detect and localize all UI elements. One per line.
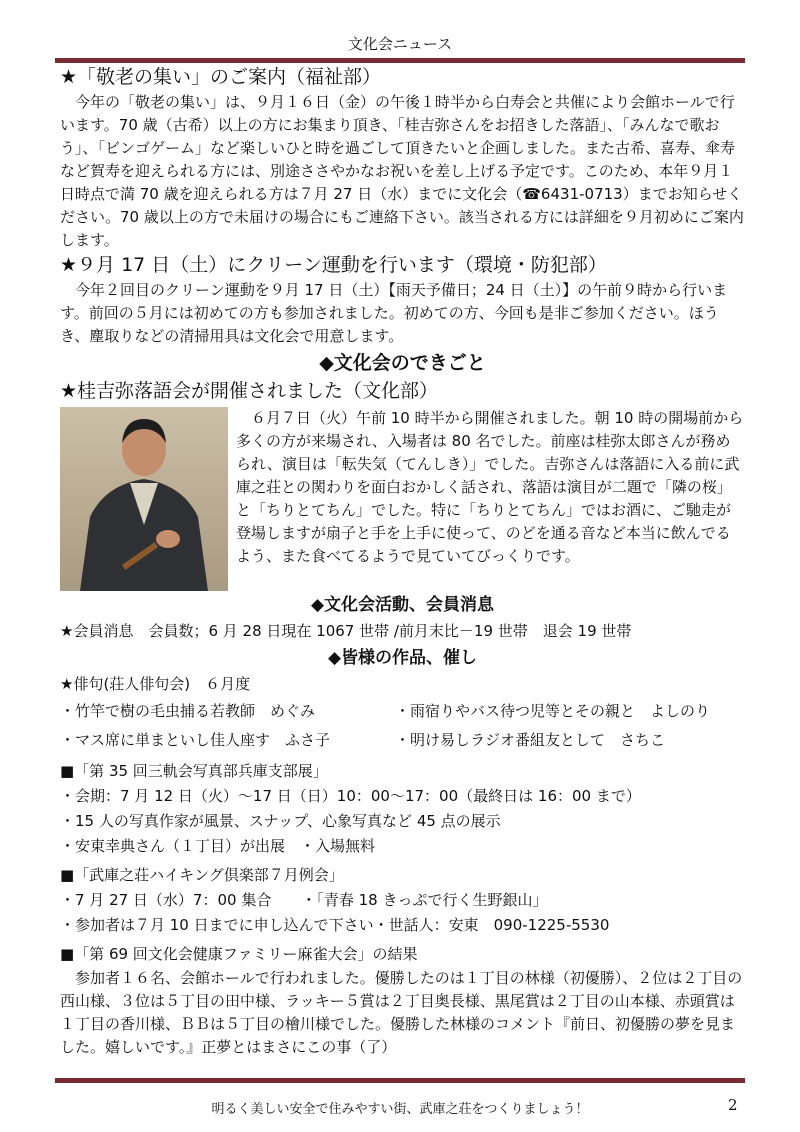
- rakugo-body: ６月７日（火）午前 10 時半から開催されました。朝 10 時の開場前から多くの方が来場され、入場者は 80 名でした。前座は桂弥太郎さんが務められ、演目は「転失気（てんしき）」でした。吉弥さんは落語に入る前に武庫之荘との関わりを面白おかしく話され、落語は演目が二題で「隣の桜」と「ちりとてちん」でした。特に「ちりとてちん」ではお酒に、ご馳走が登場しますが扇子と手を上手に使って、のどを通る音など本当に飲んでるよう、また食べてるようで見ていてびっくりです。: [236, 409, 744, 565]
- footer-slogan: 明るく美しい安全で住みやすい街、武庫之荘をつくりましょう！: [211, 1102, 589, 1117]
- keirou-body: 今年の「敬老の集い」は、９月１６日（金）の午後１時半から白寿会と共催により会館ホールで行います。70 歳（古希）以上の方にお集まり頂き、「桂吉弥さんをお招きした落語」、「みんなで歌おう」、「ビンゴゲーム」など楽しいひと時を過ごして頂きたいと企画しました。また古希、喜寿、傘寿など賀寿を迎えられる方には、別途ささやかなお祝いを差し上げる予定です。このため、本年９月１日時点で満 70 歳を迎えられる方は７月 27 日（水）までに文化会（☎6431-0713）までお知らせください。70 歳以上の方で未届けの場合にもご連絡下さい。該当される方には詳細を９月初めにご案内します。: [60, 93, 744, 249]
- hiking-line: ・7 月 27 日（水）7：00 集合 ・「青春 18 きっぷで行く生野銀山」: [60, 891, 548, 909]
- haiku-row: [60, 726, 745, 755]
- page-content: [60, 64, 745, 1059]
- rakugo-block: [60, 407, 745, 591]
- photo-exhibit-line: ・安東幸典さん（１丁目）が出展 ・入場無料: [60, 837, 376, 855]
- member-news: ★会員消息 会員数；6 月 28 日現在 1067 世帯 /前月末比－19 世帯 退会 19 世帯: [60, 622, 632, 640]
- hiking-heading: ■「武庫之荘ハイキング倶楽部７月例会」: [60, 866, 344, 884]
- haiku-row: [60, 697, 745, 726]
- bottom-divider: [55, 1078, 745, 1083]
- clean-body: 今年２回目のクリーン運動を９月 17 日（土）【雨天予備日；24 日（土）】の午前９時から行います。前回の５月には初めての方も参加されました。初めての方、今回も是非ご参加ください。ほうき、塵取りなどの清掃用具は文化会で用意します。: [60, 281, 728, 345]
- activity-section-title: ◆文化会活動、会員消息: [310, 595, 495, 615]
- clean-heading: ★９月 17 日（土）にクリーン運動を行います（環境・防犯部）: [60, 254, 607, 276]
- page-number: 2: [728, 1096, 738, 1114]
- haiku-item: ・明け易しラジオ番組友として さちこ: [395, 731, 666, 749]
- top-divider: [55, 58, 745, 63]
- rakugo-heading: ★桂吉弥落語会が開催されました（文化部）: [60, 380, 439, 402]
- photo-exhibit-line: ・会期：7 月 12 日（火）～17 日（日）10：00～17：00（最終日は 16：00 まで）: [60, 787, 641, 805]
- events-section-title: ◆文化会のできごと: [319, 352, 486, 374]
- haiku-heading: ★俳句(荘人俳句会) ６月度: [60, 675, 251, 693]
- mahjong-body: 参加者１６名、会館ホールで行われました。優勝したのは１丁目の林様（初優勝）、２位は２丁目の西山様、３位は５丁目の田中様、ラッキー５賞は２丁目奥長様、黒尾賞は２丁目の山本様、赤頭賞は１丁目の香川様、ＢＢは５丁目の檜川様でした。優勝した林様のコメント『前日、初優勝の夢を見ました。嬉しいです。』正夢とはまさにこの事（了）: [60, 969, 743, 1056]
- hiking-line: ・参加者は７月 10 日までに申し込んで下さい・世話人：安東 090-1225-5530: [60, 916, 610, 934]
- haiku-item: ・雨宿りやバス待つ児等とその親と よしのり: [395, 702, 711, 720]
- photo-exhibit-line: ・15 人の写真作家が風景、スナップ、心象写真など 45 点の展示: [60, 812, 501, 830]
- mahjong-heading: ■「第 69 回文化会健康ファミリー麻雀大会」の結果: [60, 945, 418, 963]
- haiku-item: ・マス席に単まといし佳人座す ふさ子: [60, 731, 331, 749]
- photo-exhibit-heading: ■「第 35 回三軌会写真部兵庫支部展」: [60, 762, 328, 780]
- haiku-item: ・竹竿で樹の毛虫捕る若教師 めぐみ: [60, 702, 316, 720]
- rakugo-performer-photo: [60, 407, 228, 591]
- newsletter-title: 文化会ニュース: [347, 35, 453, 53]
- keirou-heading: ★「敬老の集い」のご案内（福祉部）: [60, 66, 382, 88]
- works-section-title: ◆皆様の作品、催し: [327, 648, 478, 668]
